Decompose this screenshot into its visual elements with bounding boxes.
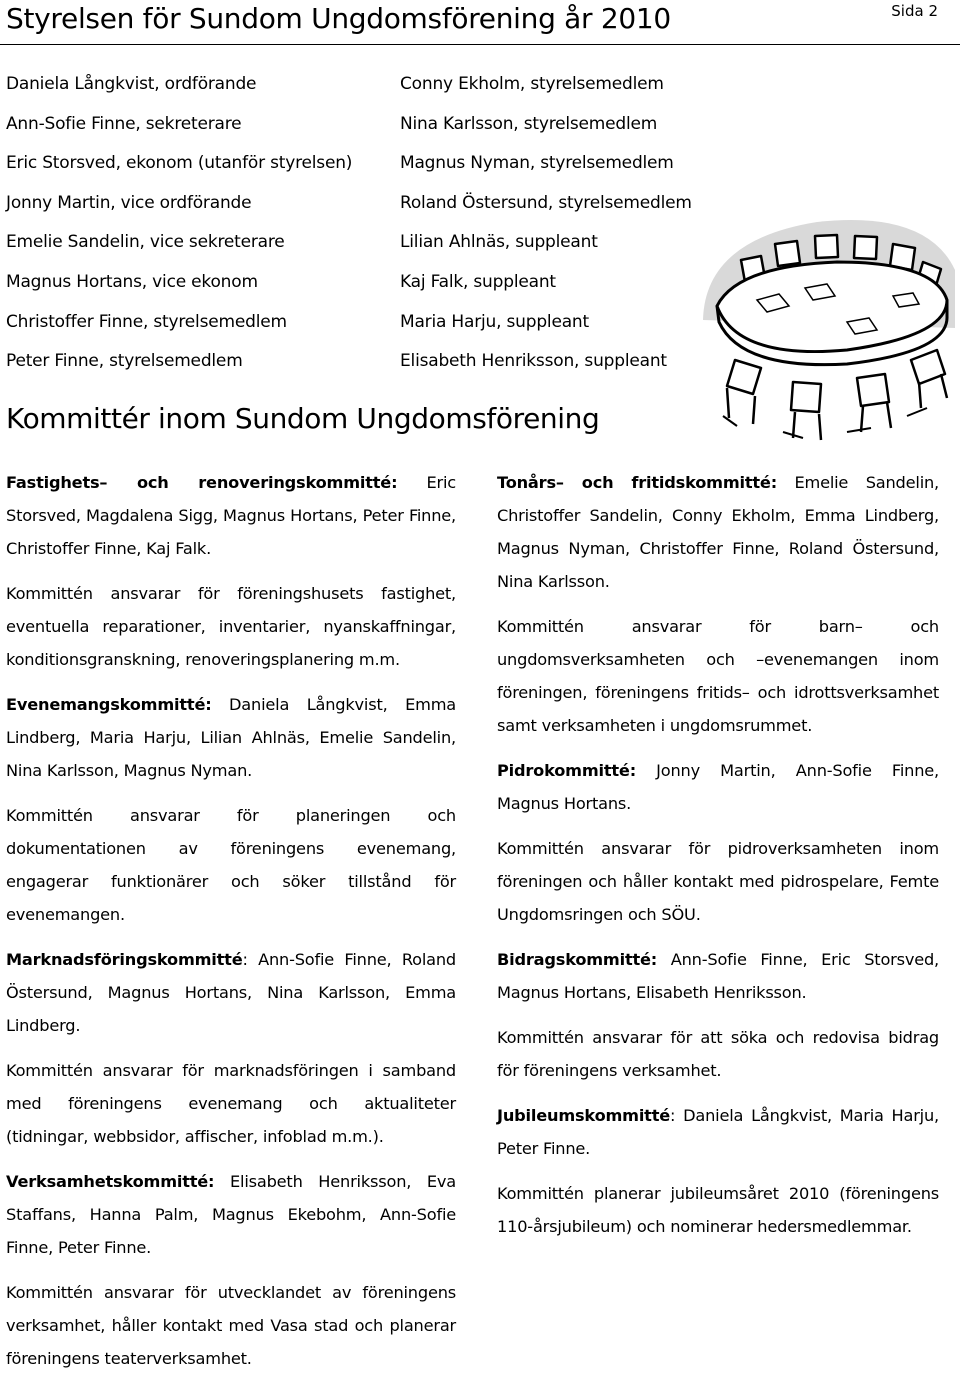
member-list: : Ann-Sofie Finne, Roland Östersund, Magnus Hortans, Nina Karlsson, Emma Lindberg.: [6, 950, 456, 1035]
board-member: Jonny Martin, vice ordförande: [6, 192, 252, 213]
committee-description: Kommittén ansvarar för barn– och ungdomsverksamheten och –evenemangen inom föreningen, föreningens fritids– och idrottsverksamhet samt verksamheten i ungdomsrummet.: [497, 617, 939, 735]
member-list: Eric Storsved, Magdalena Sigg, Magnus Hortans, Peter Finne, Christoffer Finne, Kaj Falk.: [6, 473, 456, 558]
board-list-right: [400, 70, 692, 387]
committee-description: Kommittén ansvarar för utvecklandet av föreningens verksamhet, håller kontakt med Vasa stad och planerar föreningens teaterverksamhet.: [6, 1283, 456, 1368]
committee-description: Kommittén ansvarar för att söka och redovisa bidrag för föreningens verksamhet.: [497, 1028, 939, 1080]
committee-description: Kommittén ansvarar för pidroverksamheten inom föreningen och håller kontakt med pidrospelare, Femte Ungdomsringen och SÖU.: [497, 839, 939, 924]
committee-members: [497, 943, 939, 1009]
committee-name: Verksamhetskommitté:: [6, 1172, 215, 1191]
board-member: Nina Karlsson, styrelsemedlem: [400, 113, 658, 134]
committee-members: [497, 754, 939, 820]
board-member: Christoffer Finne, styrelsemedlem: [6, 311, 287, 332]
committee-description: Kommittén planerar jubileumsåret 2010 (föreningens 110-årsjubileum) och nominerar hedersmedlemmar.: [497, 1184, 939, 1236]
committee-members: [6, 466, 456, 565]
committee-name: Evenemangskommitté:: [6, 695, 212, 714]
board-member: Roland Östersund, styrelsemedlem: [400, 192, 692, 213]
committee-name: Pidrokommitté:: [497, 761, 636, 780]
board-member: Magnus Hortans, vice ekonom: [6, 271, 258, 292]
committee-name: Tonårs– och fritidskommitté:: [497, 473, 777, 492]
board-member: Daniela Långkvist, ordförande: [6, 74, 257, 94]
board-member: Emelie Sandelin, vice sekreterare: [6, 232, 285, 253]
member-list: Ann-Sofie Finne, Eric Storsved, Magnus Hortans, Elisabeth Henriksson.: [497, 950, 939, 1002]
committee-description: Kommittén ansvarar för föreningshusets fastighet, eventuella reparationer, inventarier, nyanskaffningar, konditionsgranskning, renoveringsplanering m.m.: [6, 584, 456, 669]
committee-name: Marknadsföringskommitté: [6, 950, 243, 969]
member-list: Elisabeth Henriksson, Eva Staffans, Hanna Palm, Magnus Ekebohm, Ann-Sofie Finne, Peter Finne.: [6, 1172, 456, 1257]
committee-name: Jubileumskommitté: [497, 1106, 671, 1125]
committee-description: Kommittén ansvarar för planeringen och dokumentationen av föreningens evenemang, engagerar funktionärer och söker tillstånd för evenemangen.: [6, 806, 456, 924]
board-member: Conny Ekholm, styrelsemedlem: [400, 74, 664, 94]
board-member: Magnus Nyman, styrelsemedlem: [400, 153, 674, 174]
committees-right-column: [497, 466, 939, 1255]
committee-members: [6, 1165, 456, 1264]
board-list-left: [6, 70, 352, 387]
committees-left-column: [6, 466, 456, 1387]
page-number: Sida 2: [891, 2, 938, 20]
committee-description: Kommittén ansvarar för marknadsföringen i samband med föreningens evenemang och aktualiteter (tidningar, webbsidor, affischer, infoblad m.m.).: [6, 1061, 456, 1146]
conference-table-icon: [697, 210, 959, 450]
board-member: Ann-Sofie Finne, sekreterare: [6, 113, 242, 134]
committee-members: [6, 688, 456, 787]
member-list: : Daniela Långkvist, Maria Harju, Peter Finne.: [497, 1106, 939, 1158]
board-member: Peter Finne, styrelsemedlem: [6, 351, 243, 372]
header-rule: [0, 44, 960, 45]
board-member: Kaj Falk, suppleant: [400, 271, 556, 292]
committee-members: [497, 466, 939, 598]
committee-name: Fastighets– och renoveringskommitté:: [6, 473, 398, 492]
board-member: Eric Storsved, ekonom (utanför styrelsen): [6, 153, 353, 174]
committee-members: [6, 943, 456, 1042]
page-title: Styrelsen för Sundom Ungdomsförening år 2010: [6, 2, 671, 35]
committee-members: [497, 1099, 939, 1165]
committee-name: Bidragskommitté:: [497, 950, 658, 969]
board-member: Lilian Ahlnäs, suppleant: [400, 232, 598, 253]
member-list: Emelie Sandelin, Christoffer Sandelin, Conny Ekholm, Emma Lindberg, Magnus Nyman, Christoffer Finne, Roland Östersund, Nina Karlsson.: [497, 473, 939, 591]
board-member: Elisabeth Henriksson, suppleant: [400, 351, 667, 372]
board-member: Maria Harju, suppleant: [400, 311, 589, 332]
member-list: Jonny Martin, Ann-Sofie Finne, Magnus Hortans.: [497, 761, 939, 813]
member-list: Daniela Långkvist, Emma Lindberg, Maria Harju, Lilian Ahlnäs, Emelie Sandelin, Nina Karlsson, Magnus Nyman.: [6, 695, 456, 780]
committees-heading: Kommittér inom Sundom Ungdomsförening: [6, 402, 600, 435]
